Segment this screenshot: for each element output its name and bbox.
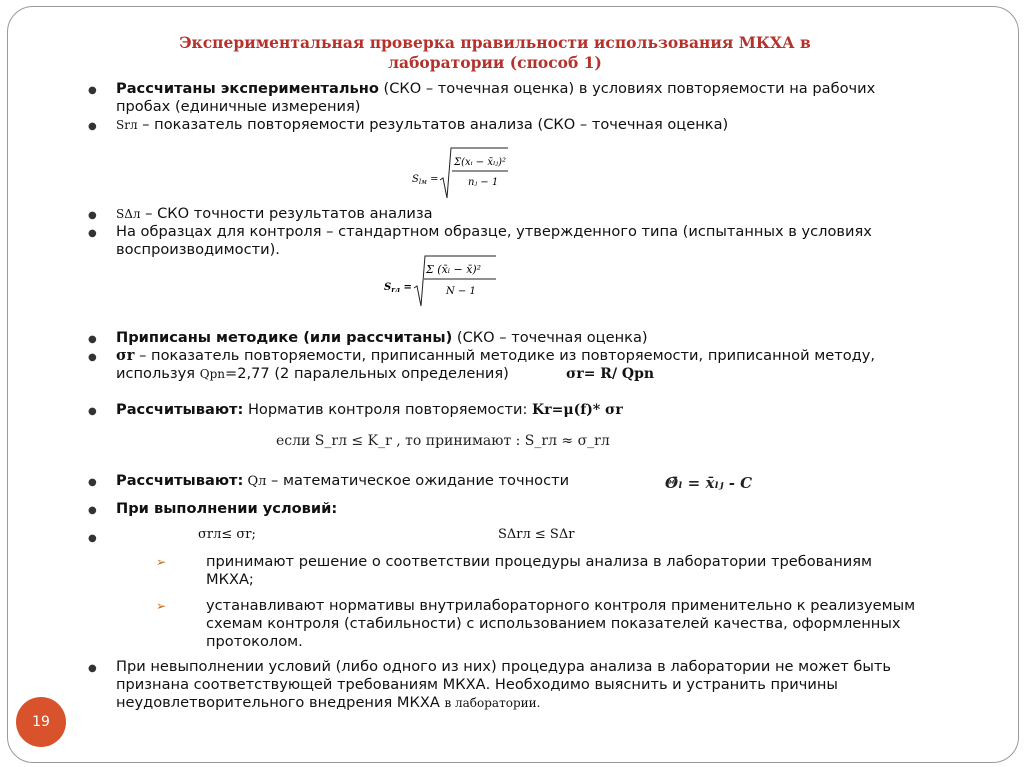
bullet-dot: ● xyxy=(88,334,97,345)
line-11: При невыполнении условий (либо одного из них) процедура анализа в лаборатории не может быть xyxy=(116,658,892,675)
line-8-bold: Рассчитывают: xyxy=(116,472,244,489)
line-8-rest: – математическое ожидание точности xyxy=(266,472,570,489)
line-7-bold: Рассчитывают: xyxy=(116,401,244,418)
line-11-tail: в лаборатории. xyxy=(444,696,541,710)
bullet-dot: ● xyxy=(88,663,97,674)
bullet-dot: ● xyxy=(88,406,97,417)
arrow-bullet-icon: ➢ xyxy=(156,555,167,569)
line-6-cont xyxy=(116,365,509,383)
line-5-bold: Приписаны методике (или рассчитаны) xyxy=(116,329,453,346)
subline-2-cont2: протоколом. xyxy=(206,633,303,650)
svg-text:Srл =: $S_{rл}$ = xyxy=(384,282,412,294)
bullet-dot: ● xyxy=(88,352,97,363)
line-8 xyxy=(116,472,569,491)
bullet-dot: ● xyxy=(88,477,97,488)
subline-1: принимают решение о соответствии процедуры анализа в лаборатории требованиям xyxy=(206,553,873,570)
line-4-cont: воспроизводимости). xyxy=(116,241,280,258)
line-1 xyxy=(116,80,875,98)
line-1-rest: (СКО – точечная оценка) в условиях повторяемости на рабочих xyxy=(378,80,876,97)
line-9: При выполнении условий: xyxy=(116,500,338,517)
slide-title: Экспериментальная проверка правильности использования МКХА в лаборатории (способ 1) xyxy=(179,33,811,72)
svg-text:nⱼ − 1: nⱼ − 1 xyxy=(468,177,499,188)
bullet-dot: ● xyxy=(88,533,97,544)
srl-symbol: Srл xyxy=(116,118,138,132)
subline-1-cont: МКХА; xyxy=(206,571,254,588)
line-1-bold: Рассчитаны экспериментально xyxy=(116,80,379,97)
line-3 xyxy=(116,205,433,223)
ql-symbol: Qл xyxy=(243,474,267,489)
line-7 xyxy=(116,401,623,419)
bullet-dot: ● xyxy=(88,210,97,221)
sigma-r-formula: σr= R/ Qpn xyxy=(566,366,655,382)
sigma-r-symbol: σr xyxy=(116,347,135,364)
line-5-rest: (СКО – точечная оценка) xyxy=(452,329,648,346)
line-5 xyxy=(116,329,648,347)
svg-text:Σ (x̄ᵢ − x̄)²: Σ (x̄ᵢ − x̄)² xyxy=(426,263,482,276)
sdl-symbol: SΔл xyxy=(116,207,141,221)
line-6-cont-a: используя xyxy=(116,365,200,382)
bullet-dot: ● xyxy=(88,85,97,96)
line-6-text: – показатель повторяемости, приписанный методике из повторяемости, приписанной методу, xyxy=(134,347,876,364)
subline-2-cont1: схемам контроля (стабильности) с использованием показателей качества, оформленных xyxy=(206,615,901,632)
bullet-dot: ● xyxy=(88,121,97,132)
line-6 xyxy=(116,347,875,365)
line-6-cont-b: =2,77 (2 паралельных определения) xyxy=(224,365,509,382)
page-number-badge: 19 xyxy=(16,697,66,747)
formula-3: если S_rл ≤ K_r , то принимают : S_rл ≈ σ_rл xyxy=(276,433,610,449)
subline-2: устанавливают нормативы внутрилабораторного контроля применительно к реализуемым xyxy=(206,597,916,614)
qpn-symbol: Qpn xyxy=(199,367,225,381)
condition-sigma: σrл≤ σr; xyxy=(198,527,256,542)
bullet-dot: ● xyxy=(88,228,97,239)
kr-formula: Kr=μ(f)* σr xyxy=(532,402,623,418)
formula-4: Θ̄ₗ = x̄ₗⱼ - C xyxy=(665,474,753,492)
line-2-text: – показатель повторяемости результатов анализа (СКО – точечная оценка) xyxy=(137,116,729,133)
condition-sdelta: SΔrл ≤ SΔr xyxy=(498,527,575,542)
svg-text:Slм =: $S_{lм}$ = xyxy=(412,174,439,186)
line-7-rest: Норматив контроля повторяемости: xyxy=(243,401,533,418)
bullet-dot: ● xyxy=(88,505,97,516)
line-11-cont2-main: неудовлетворительного внедрения МКХА xyxy=(116,694,445,711)
line-1-cont: пробах (единичные измерения) xyxy=(116,98,361,115)
line-11-cont1: признана соответствующей требованиям МКХА. Необходимо выяснить и устранить причины xyxy=(116,676,838,693)
svg-text:N − 1: N − 1 xyxy=(446,286,476,297)
svg-text:Σ(xᵢ − x̄ₗⱼ)²: Σ(xᵢ − x̄ₗⱼ)² xyxy=(454,157,506,168)
line-4: На образцах для контроля – стандартном образце, утвержденного типа (испытанных в условиях xyxy=(116,223,872,240)
line-11-cont2 xyxy=(116,694,540,712)
line-3-text: – СКО точности результатов анализа xyxy=(140,205,433,222)
line-2 xyxy=(116,116,728,134)
arrow-bullet-icon: ➢ xyxy=(156,599,167,613)
